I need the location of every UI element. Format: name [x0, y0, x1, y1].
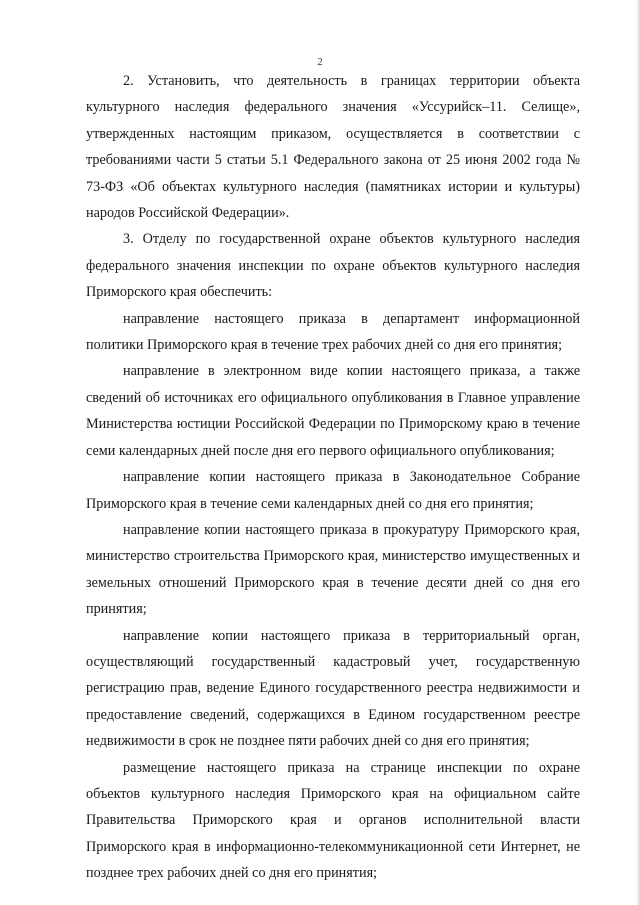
- list-item: направление копии настоящего приказа в прокуратуру Приморского края, министерство строительства Приморского края, министерство имущественных и земельных отношений Приморского края в течение десяти дней со дня его принятия;: [86, 521, 580, 618]
- list-item: направление в электронном виде копии настоящего приказа, а также сведений об источниках его официального опубликования в Главное управление Министерства юстиции Российской Федерации по Приморскому краю в течение семи календарных дней после дня его первого официального опубликования;: [86, 363, 580, 459]
- paragraph-2: 2. Установить, что деятельность в границах территории объекта культурного наследия федерального значения «Уссурийск–11. Селище», утвержденных настоящим приказом, осуществляется в соответствии с требованиями части 5 статьи 5.1 Федерального закона от 25 июня 2002 года № 73-ФЗ «Об объектах культурного наследия (памятниках истории и культуры) народов Российской Федерации».: [86, 73, 580, 222]
- list-item: направление копии настоящего приказа в Законодательное Собрание Приморского края в течение семи календарных дней со дня его принятия;: [86, 469, 580, 512]
- document-body: [86, 68, 580, 887]
- paragraph-3: 3. Отделу по государственной охране объектов культурного наследия федерального значения инспекции по охране объектов культурного наследия Приморского края обеспечить:: [86, 231, 580, 301]
- list-item: направление настоящего приказа в департамент информационной политики Приморского края в течение трех рабочих дней со дня его принятия;: [86, 310, 580, 354]
- list-item: направление копии настоящего приказа в территориальный орган, осуществляющий государственный кадастровый учет, государственную регистрацию прав, ведение Единого государственного реестра недвижимости и предоставление сведений, содержащихся в Едином государственном реестре недвижимости в срок не позднее пяти рабочих дней со дня его принятия;: [86, 627, 580, 750]
- list-item: размещение настоящего приказа на странице инспекции по охране объектов культурного наследия Приморского края на официальном сайте Правительства Приморского края и органов исполнительной власти Приморского края в информационно-телекоммуникационной сети Интернет, не позднее трех рабочих дней со дня его принятия;: [86, 759, 580, 882]
- page-number: 2: [317, 56, 323, 68]
